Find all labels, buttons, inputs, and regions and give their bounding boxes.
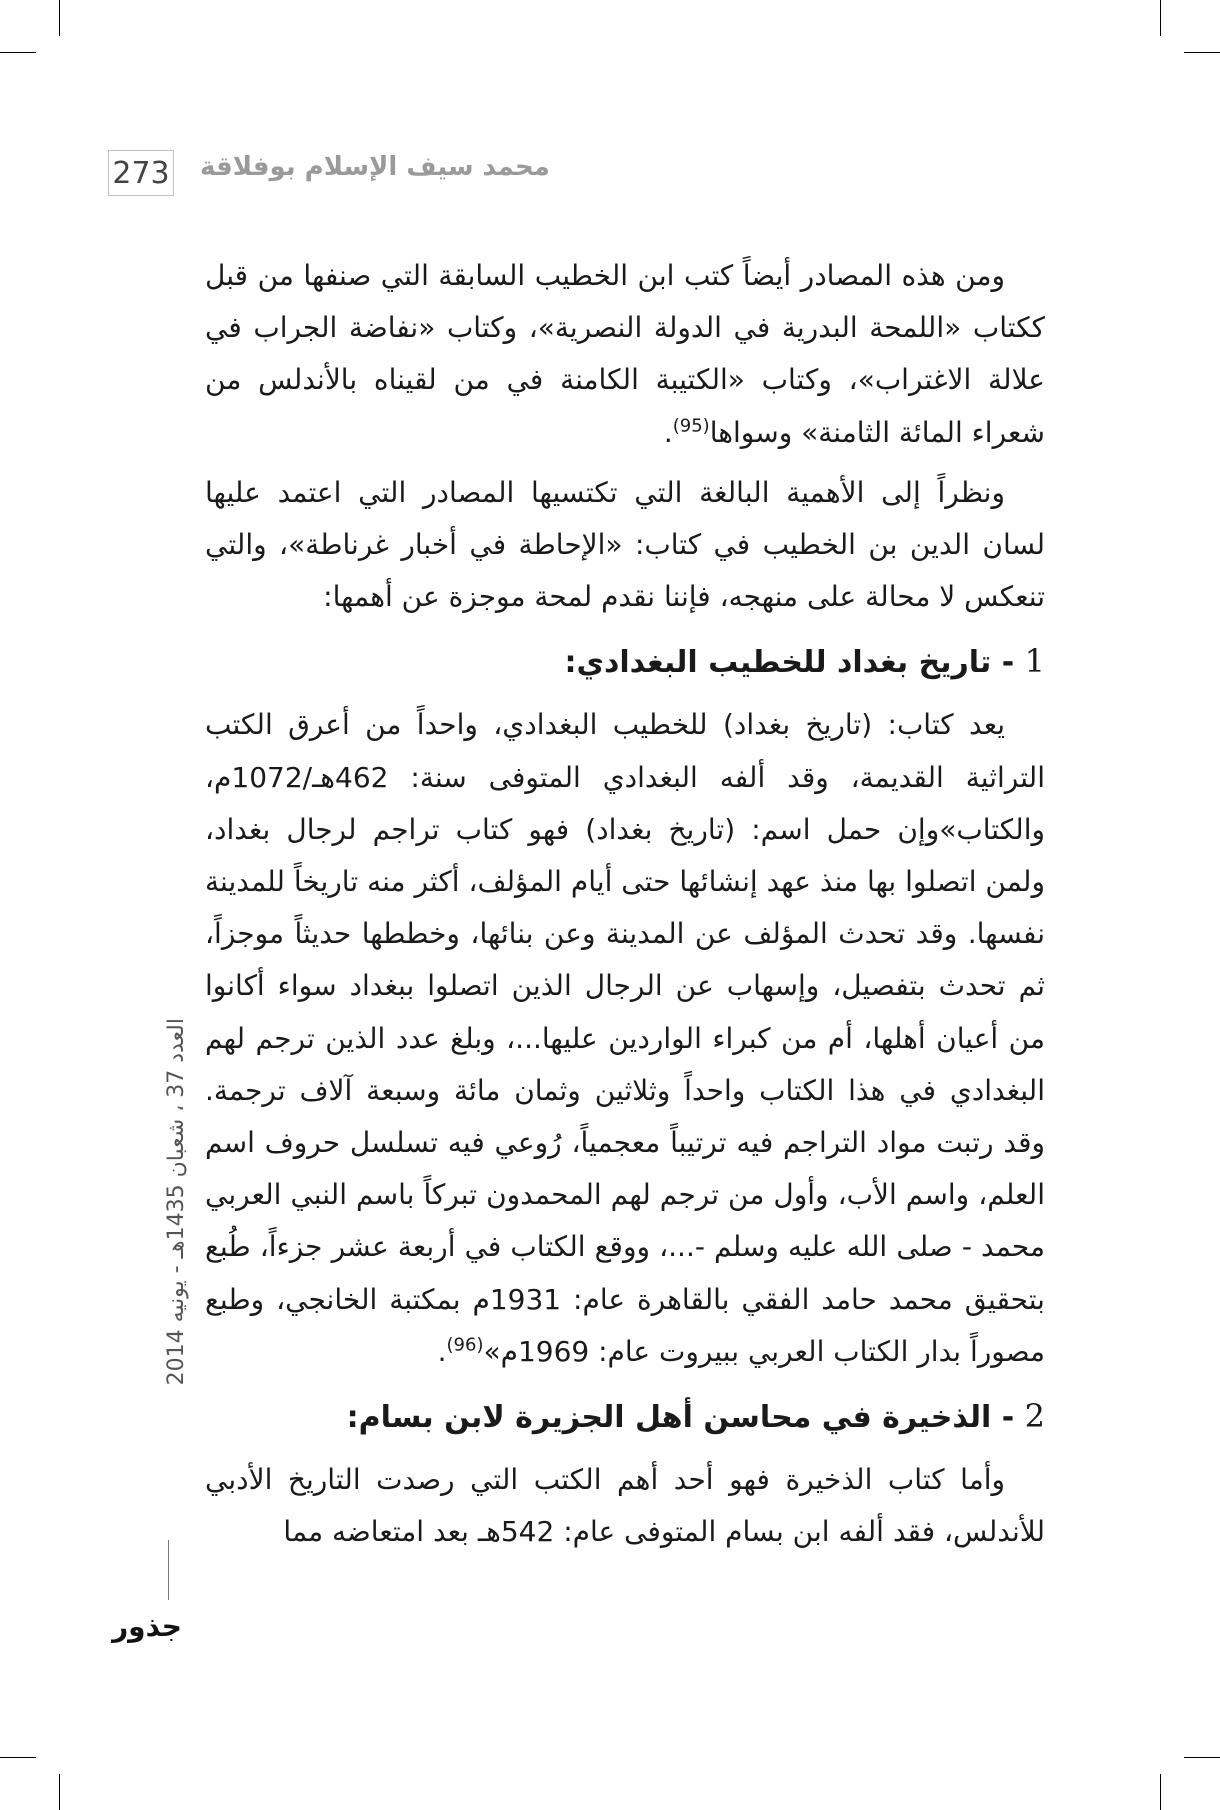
journal-logo: جذور	[112, 1609, 182, 1643]
section-heading-1	[205, 633, 1045, 691]
crop-mark	[1160, 1774, 1161, 1810]
paragraph-end: .	[437, 1334, 447, 1368]
page-number: 273	[108, 150, 174, 196]
section-title: - تاريخ بغداد للخطيب البغدادي:	[564, 645, 1015, 681]
section-heading-2	[205, 1388, 1045, 1446]
footnote-ref: (95)	[672, 415, 710, 437]
paragraph-dhakhira: وأما كتاب الذخيرة فهو أحد أهم الكتب التي رصدت التاريخ الأدبي للأندلس، فقد ألفه ابن بسام المتوفى عام: 542هـ بعد امتعاضه مما	[205, 1463, 1045, 1549]
crop-mark	[1184, 1757, 1220, 1758]
crop-mark	[59, 1774, 60, 1810]
crop-mark	[0, 52, 36, 53]
crop-mark	[59, 0, 60, 36]
section-number: 2	[1024, 1397, 1045, 1436]
footnote-ref: (96)	[446, 1334, 484, 1356]
paragraph-baghdad	[205, 699, 1045, 1378]
issue-info: العدد 37 ، شعبان 1435هـ - يونيه 2014	[164, 1018, 189, 1386]
section-title: - الذخيرة في محاسن أهل الجزيرة لابن بسام:	[346, 1400, 1015, 1436]
side-divider	[168, 1540, 169, 1600]
paragraph-sources	[205, 250, 1045, 459]
paragraph-text: يعد كتاب: (تاريخ بغداد) للخطيب البغدادي، واحداً من أعرق الكتب التراثية القديمة، وقد ألفه البغدادي المتوفى سنة: 462هـ/1072م، والكتاب»وإن حمل اسم: (تاريخ بغداد) فهو كتاب تراجم لرجال بغداد، ولمن اتصلوا بها منذ عهد إنشائها حتى أيام المؤلف، أكثر منه تاريخاً للمدينة نفسها. وقد تحدث المؤلف عن المدينة وعن بنائها، وخططها حديثاً موجزاً، ثم تحدث بتفصيل، وإسهاب عن الرجال الذين اتصلوا ببغداد سواء أكانوا من أعيان أهلها، أم من كبراء الواردين عليها...، وبلغ عدد الذين ترجم لهم البغدادي في هذا الكتاب واحداً وثلاثين وثمان مائة وسبعة آلاف ترجمة. وقد رتبت مواد التراجم فيه ترتيباً معجمياً، رُوعي فيه تسلسل حروف اسم العلم، واسم الأب، وأول من ترجم لهم المحمدون تبركاً باسم النبي العربي محمد - صلى الله عليه وسلم -...، ووقع الكتاب في أربعة عشر جزءاً، طُبع بتحقيق محمد حامد الفقي بالقاهرة عام: 1931م بمكتبة الخانجي، وطبع مصوراً بدار الكتاب العربي ببيروت عام: 1969م»	[205, 708, 1045, 1368]
paragraph-intro: ونظراً إلى الأهمية البالغة التي تكتسيها المصادر التي اعتمد عليها لسان الدين بن الخطيب في كتاب: «الإحاطة في أخبار غرناطة»، والتي تنعكس لا محالة على منهجه، فإننا نقدم لمحة موجزة عن أهمها:	[205, 475, 1045, 614]
crop-mark	[1160, 0, 1161, 36]
crop-mark	[1184, 52, 1220, 53]
paragraph-end: .	[663, 415, 673, 449]
author-running-head: محمد سيف الإسلام بوفلاقة	[200, 152, 550, 182]
article-body	[205, 250, 1045, 1558]
crop-mark	[0, 1757, 36, 1758]
section-number: 1	[1024, 642, 1045, 681]
paragraph-text: ومن هذه المصادر أيضاً كتب ابن الخطيب السابقة التي صنفها من قبل ككتاب «اللمحة البدرية في الدولة النصرية»، وكتاب «نفاضة الجراب في علالة الاغتراب»، وكتاب «الكتيبة الكامنة في من لقيناه بالأندلس من شعراء المائة الثامنة» وسواها	[205, 259, 1045, 449]
